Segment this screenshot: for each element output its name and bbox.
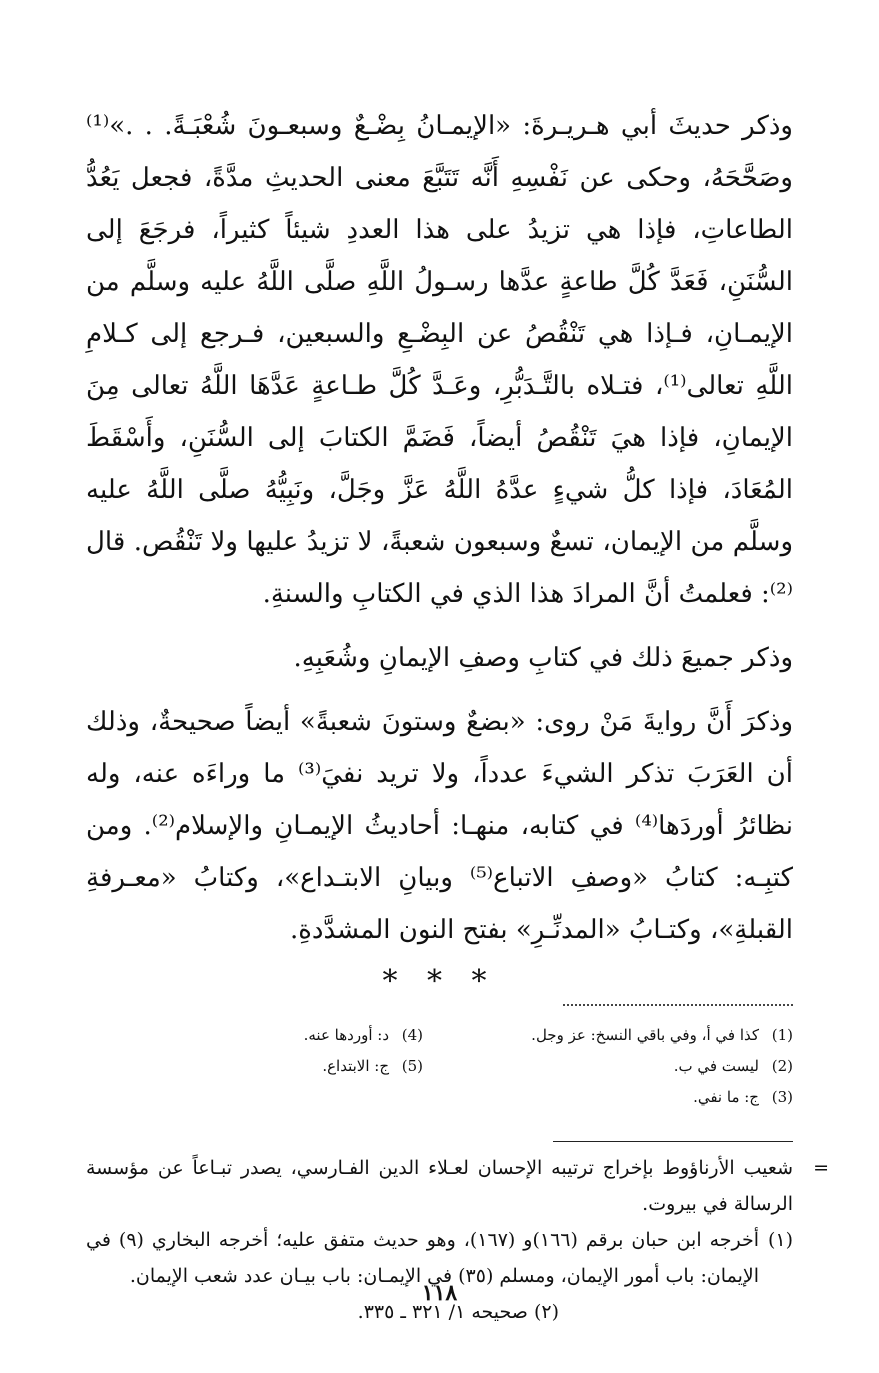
variant-text: د: أوردها عنه. [303,1026,389,1044]
variant-number: (1) [771,1026,793,1044]
footnote-text: أخرجه ابن حبان برقم (١٦٦)و (١٦٧)، وهو حديث متفق عليه؛ أخرجه البخاري (٩) في الإيمان: باب أمور الإيمان، ومسلم (٣٥) في الإيمـان: باب بيـان عدد شعب الإيمان. [86,1229,760,1287]
continuation-mark: = [813,1157,829,1179]
variant-number: (5) [401,1057,423,1075]
variant-number: (4) [401,1026,423,1044]
dotted-divider [563,1004,793,1006]
footnote-text: (٢) صحيحه ١/ ٣٢١ ـ ٣٣٥. [357,1301,559,1323]
paragraph-1: وذكر حديثَ أبي هـريـرةَ: «الإيمـانُ بِضْـعٌ وسبعـونَ شُعْبَـةً. . .»⁽¹⁾ وصَحَّحَهُ، وحكى عن نَفْسِهِ أَنَّه تَتَبَّعَ معنى الحديثِ مدَّةً، فجعل يَعُدُّ الطاعاتِ، فإذا هي تزيدُ على هذا العددِ شيئاً كثيراً، فرجَعَ إلى السُّنَنِ، فَعَدَّ كُلَّ طاعةٍ عدَّها رسـولُ اللَّهِ صلَّى اللَّهُ عليه وسلَّم من الإيمـانِ، فـإذا هي تَنْقُصُ عن البِضْـعِ والسبعين، فـرجع إلى كـلامِ اللَّهِ تعالى⁽¹⁾، فتـلاه بالتَّـدَبُّرِ، وعَـدَّ كُلَّ طـاعةٍ عَدَّهَا اللَّهُ تعالى مِنَ الإيمانِ، فإذا هيَ تَنْقُصُ أيضاً، فَضَمَّ الكتابَ إلى السُّنَنِ، وأَسْقَطَ المُعَادَ، فإذا كلُّ شيءٍ عدَّهُ اللَّهُ عَزَّ وجَلَّ، ونَبِيُّهُ صلَّى اللَّهُ عليه وسلَّم من الإيمان، تسعٌ وسبعون شعبةً، لا تزيدُ عليها ولا تَنْقُص. قال ⁽²⁾: فعلمتُ أنَّ المرادَ هذا الذي في الكتابِ والسنةِ. [86,111,794,609]
variant-text: كذا في أ، وفي باقي النسخ: عز وجل. [531,1026,759,1044]
paragraph-2: وذكر جميعَ ذلك في كتابِ وصفِ الإيمانِ وشُعَبِهِ. [293,643,793,673]
variant-note [463,1020,793,1051]
paragraph-3: وذكرَ أَنَّ روايةَ مَنْ روى: «بضعٌ وستونَ شعبةً» أيضاً صحيحةٌ، وذلك أن العَرَبَ تذكر الشيءَ عدداً، ولا تريد نفيَ⁽³⁾ ما وراءَه عنه، وله نظائرُ أوردَها⁽⁴⁾ في كتابه، منهـا: أحاديثُ الإيمـانِ والإسلام⁽²⁾. ومن كتبِـه: كتابُ «وصفِ الاتباع⁽⁵⁾ وبيانِ الابتـداع»، وكتابُ «معـرفةِ القبلةِ»، وكتـابُ «المدنِّـرِ» بفتح النون المشدَّدةِ. [86,707,794,945]
variant-number: (2) [771,1057,793,1075]
variant-text: ج: الابتداع. [322,1057,389,1075]
section-separator: * * * [382,964,497,999]
footnote-continuation [86,1150,829,1222]
variant-note [463,1051,793,1082]
page-number: ١١٨ [421,1280,458,1306]
variant-note [463,1082,793,1113]
footnote-number: (١) [767,1229,793,1251]
variant-note [93,1051,423,1082]
continuation-text: شعيب الأرناؤوط بإخراج ترتيبه الإحسان لعـلاء الدين الفـارسي، يصدر تبـاعاً عن مؤسسة الرسالة في بيروت. [86,1157,793,1215]
variant-note [93,1020,423,1051]
variant-text: ليست في ب. [673,1057,759,1075]
variant-number: (3) [771,1088,793,1106]
main-text [86,100,793,956]
variant-notes [86,1020,793,1113]
footnote-rule [553,1141,793,1142]
variant-text: ج: ما نفي. [693,1088,759,1106]
